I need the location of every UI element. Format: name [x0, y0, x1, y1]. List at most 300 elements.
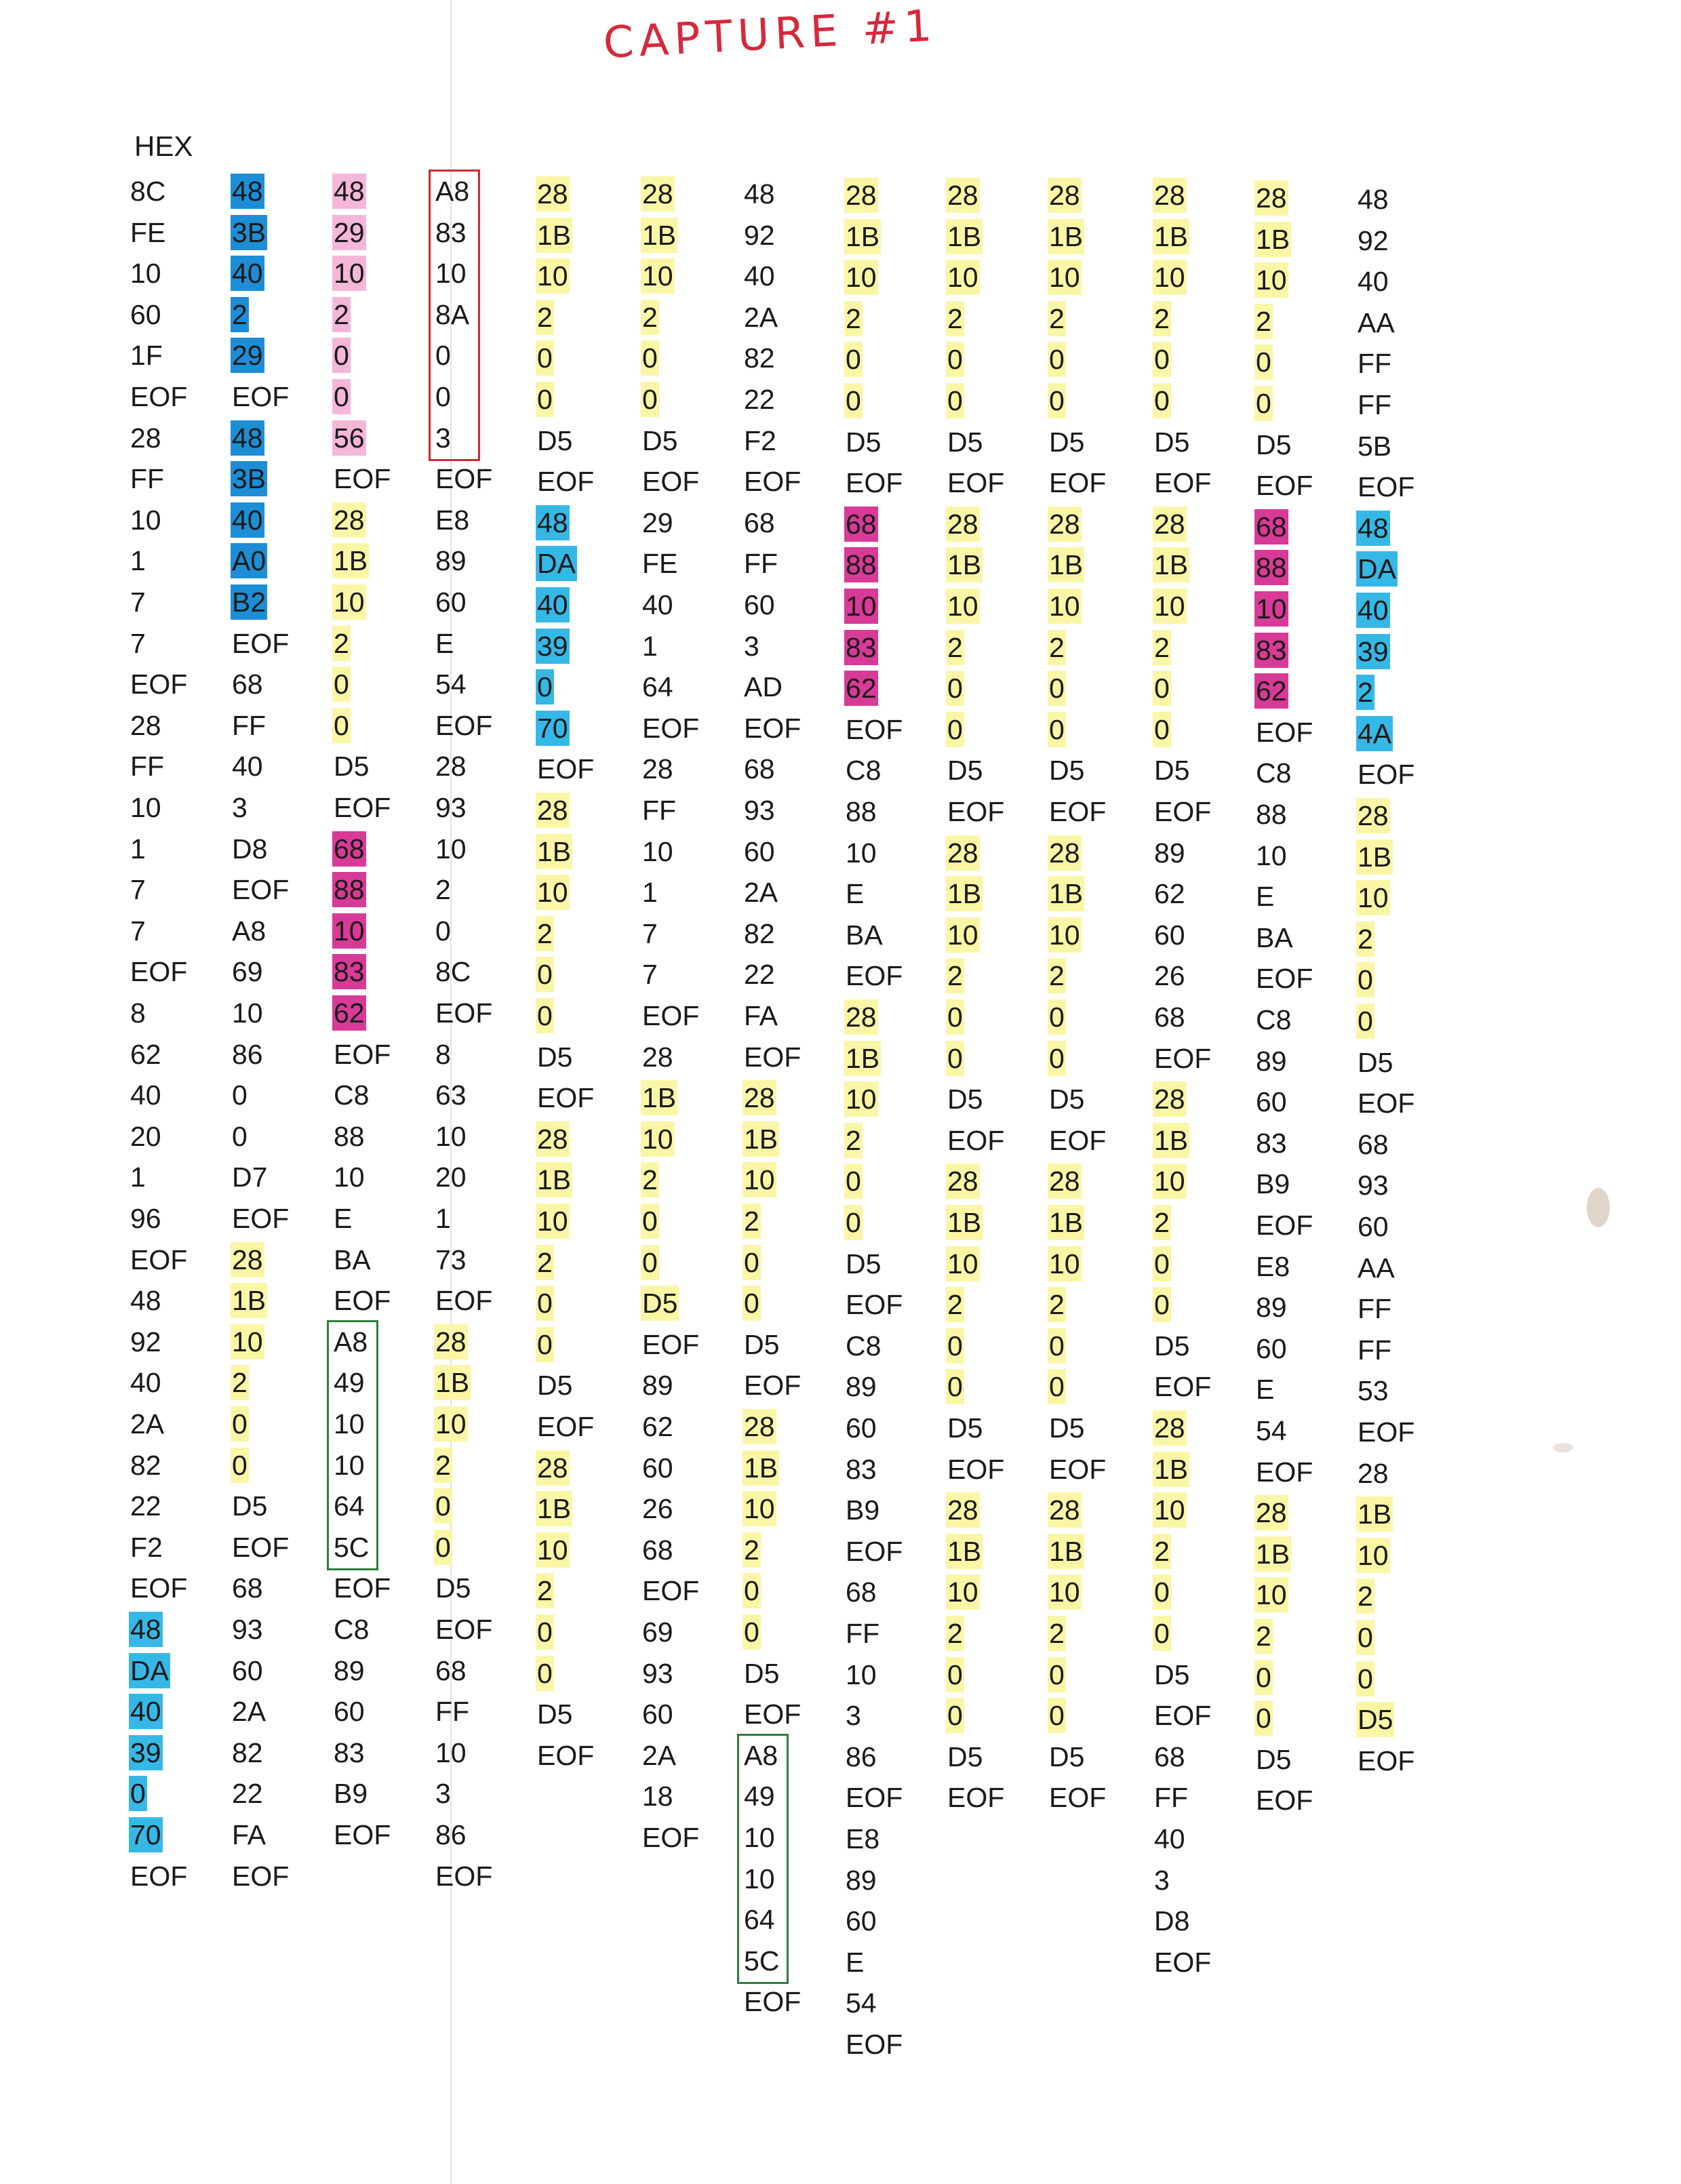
- hex-value: 10: [1254, 262, 1288, 298]
- hex-value: 0: [1048, 1328, 1066, 1364]
- hex-value: 48: [1356, 511, 1390, 546]
- hex-value: 8: [130, 997, 146, 1029]
- hex-value: 88: [1256, 799, 1287, 830]
- hex-value: EOF: [642, 1822, 700, 1853]
- hex-value: 68: [435, 1654, 467, 1686]
- hex-value: 0: [434, 1488, 452, 1524]
- hex-value: 62: [1154, 878, 1185, 910]
- hex-value: D5: [1356, 1702, 1394, 1737]
- hex-value: 1: [130, 545, 146, 577]
- hex-value: 40: [536, 587, 570, 622]
- hex-value: 69: [232, 956, 263, 988]
- hex-value: 10: [435, 258, 467, 290]
- hex-value: 2: [1153, 1534, 1171, 1569]
- hex-value: 1B: [231, 1283, 267, 1318]
- hex-value: D5: [232, 1490, 268, 1522]
- hex-value: 48: [130, 1285, 161, 1317]
- hex-value: 10: [130, 504, 161, 536]
- hex-value: 2: [231, 1365, 249, 1400]
- hex-value: 28: [1153, 1081, 1187, 1117]
- hex-value: 0: [129, 1776, 147, 1811]
- hex-value: 39: [1356, 634, 1390, 669]
- hex-value: 0: [1048, 712, 1066, 747]
- hex-value: 8C: [130, 176, 166, 207]
- hex-value: 60: [846, 1905, 877, 1937]
- hex-value: 26: [1154, 960, 1185, 992]
- hex-value: 10: [130, 258, 161, 290]
- hex-value: 10: [435, 1120, 467, 1152]
- hex-value: EOF: [947, 796, 1005, 827]
- hex-value: C8: [334, 1079, 370, 1111]
- hex-value: 1: [642, 877, 658, 909]
- hex-value: 2: [946, 630, 964, 665]
- hex-value: 83: [332, 954, 366, 989]
- hex-value: 2: [231, 297, 249, 332]
- hex-value: FF: [846, 1618, 880, 1649]
- hex-value: 0: [1254, 1701, 1273, 1736]
- hex-value: 10: [1048, 589, 1082, 624]
- hex-value: EOF: [846, 1535, 903, 1567]
- hex-value: 1B: [1048, 547, 1084, 582]
- hex-value: 93: [1358, 1170, 1389, 1202]
- hex-value: 2: [946, 1287, 964, 1322]
- hex-value: 0: [1153, 383, 1171, 418]
- hex-value: 0: [844, 1205, 863, 1240]
- hex-value: 40: [1154, 1823, 1185, 1854]
- hex-value: 2: [1254, 304, 1273, 339]
- hex-value: EOF: [1256, 963, 1313, 995]
- red-box-annotation: [429, 170, 480, 461]
- hex-value: FF: [1358, 348, 1392, 380]
- hex-value: 0: [536, 957, 554, 992]
- hex-value: 0: [231, 1406, 249, 1442]
- hex-value: 88: [846, 796, 877, 827]
- hex-value: 10: [536, 1204, 570, 1239]
- hex-value: 28: [946, 835, 980, 871]
- hex-value: FF: [1358, 1293, 1392, 1325]
- hex-value: 92: [744, 219, 775, 251]
- hex-value: EOF: [1358, 1088, 1415, 1119]
- hex-value: 1B: [1048, 1534, 1084, 1569]
- hex-value: 0: [946, 999, 964, 1035]
- hex-value: EOF: [232, 381, 290, 412]
- hex-value: C8: [1256, 757, 1292, 789]
- hex-value: 1B: [332, 543, 369, 578]
- hex-value: 40: [231, 256, 264, 291]
- hex-value: A8: [435, 176, 470, 207]
- hex-value: 83: [1254, 633, 1288, 668]
- hex-value: 1: [130, 1162, 146, 1193]
- hex-value: 7: [130, 627, 146, 659]
- hex-value: 48: [332, 174, 366, 209]
- hex-value: 2: [641, 300, 659, 335]
- hex-value: F2: [130, 1531, 163, 1563]
- hex-value: EOF: [846, 1782, 903, 1814]
- hex-value: 0: [1356, 1004, 1375, 1039]
- hex-value: 10: [846, 1659, 877, 1690]
- hex-value: 10: [946, 917, 980, 953]
- hex-value: E8: [435, 504, 470, 536]
- hex-value: 93: [232, 1614, 263, 1645]
- hex-value: 0: [641, 340, 659, 376]
- hex-value: 28: [536, 793, 570, 828]
- hex-value: 0: [435, 340, 451, 372]
- hex-value: 0: [1153, 342, 1171, 377]
- hex-value: D5: [537, 1041, 573, 1073]
- hex-value: 0: [435, 915, 451, 947]
- hex-value: 68: [744, 507, 775, 538]
- hex-value: 2: [434, 1448, 452, 1483]
- hex-value: D5: [537, 424, 573, 456]
- hex-value: E8: [1256, 1250, 1290, 1282]
- hex-value: 10: [946, 1574, 980, 1610]
- hex-value: E: [435, 627, 454, 659]
- hex-value: 1B: [1254, 222, 1291, 257]
- hex-value: EOF: [846, 2029, 903, 2060]
- hex-value: 10: [641, 258, 675, 294]
- hex-value: 62: [642, 1411, 673, 1442]
- hex-value: EOF: [1154, 467, 1212, 499]
- hex-value: 28: [536, 1121, 570, 1157]
- hex-value: 40: [642, 589, 673, 620]
- hex-value: EOF: [232, 627, 290, 659]
- hex-value: A8: [232, 915, 266, 947]
- hex-value: 60: [744, 589, 775, 620]
- ink-smudge: [1553, 1443, 1573, 1452]
- hex-value: EOF: [642, 466, 700, 498]
- hex-value: 0: [1048, 1369, 1066, 1404]
- hex-value: 89: [846, 1371, 877, 1403]
- hex-value: 29: [231, 338, 264, 373]
- hex-value: 29: [332, 215, 366, 250]
- hex-value: 0: [1048, 342, 1066, 377]
- hex-value: 60: [1154, 919, 1185, 951]
- hex-value: EOF: [1049, 1782, 1107, 1814]
- hex-value: 54: [435, 669, 467, 700]
- hex-value: 48: [231, 420, 264, 456]
- hex-value: 68: [1254, 509, 1288, 544]
- hex-value: EOF: [744, 466, 802, 498]
- hex-value: 0: [844, 383, 863, 418]
- hex-value: 92: [1358, 224, 1389, 256]
- hex-value: 48: [744, 178, 775, 210]
- hex-value: 0: [946, 342, 964, 377]
- hex-value: 2A: [642, 1739, 677, 1771]
- hex-value: 1B: [1048, 876, 1084, 911]
- hex-value: 2: [332, 297, 351, 332]
- hex-value: 28: [946, 178, 980, 213]
- hex-value: 2: [1153, 1205, 1171, 1240]
- hex-value: EOF: [1358, 471, 1415, 503]
- hex-value: 0: [641, 382, 659, 417]
- hex-value: 10: [743, 1491, 776, 1526]
- hex-value: 10: [1048, 917, 1082, 953]
- hex-value: EOF: [1358, 1745, 1415, 1776]
- hex-value: 40: [744, 260, 775, 292]
- hex-value: 89: [1256, 1045, 1287, 1077]
- hex-value: 64: [744, 1904, 775, 1936]
- hex-value: 82: [744, 917, 775, 949]
- hex-value: 0: [743, 1614, 761, 1650]
- hex-value: EOF: [744, 1699, 802, 1730]
- hex-value: EOF: [537, 466, 595, 498]
- hex-value: 10: [536, 875, 570, 910]
- hex-value: 40: [130, 1367, 161, 1399]
- hex-value: EOF: [232, 1860, 290, 1892]
- hex-value: 2: [1048, 1616, 1066, 1651]
- hex-value: EOF: [334, 463, 391, 495]
- hex-value: EOF: [334, 792, 391, 823]
- hex-value: 83: [844, 630, 878, 665]
- hex-value: 40: [1356, 593, 1390, 628]
- hex-value: 10: [844, 260, 878, 295]
- hex-value: FE: [642, 548, 678, 580]
- hex-value: 28: [642, 1041, 673, 1073]
- hex-value: 89: [435, 545, 467, 577]
- hex-value: 28: [1153, 1410, 1187, 1446]
- hex-value: 22: [130, 1490, 161, 1522]
- hex-value: EOF: [744, 1041, 802, 1073]
- hex-value: 10: [334, 1449, 365, 1481]
- hex-value: 4A: [1356, 716, 1393, 751]
- hex-value: AA: [1358, 306, 1395, 338]
- hex-value: 7: [642, 959, 658, 991]
- hex-value: EOF: [435, 1285, 493, 1317]
- hex-value: 0: [641, 1204, 659, 1239]
- hex-value: 10: [1254, 1577, 1288, 1612]
- hex-value: 3: [846, 1700, 861, 1732]
- hex-value: 28: [1048, 178, 1082, 213]
- hex-value: FF: [130, 751, 165, 782]
- hex-value: 0: [1153, 1287, 1171, 1322]
- hex-value: 88: [844, 547, 878, 582]
- hex-value: EOF: [130, 669, 188, 700]
- hex-value: EOF: [1358, 759, 1415, 791]
- hex-value: 2: [743, 1204, 761, 1239]
- hex-value: 5B: [1358, 430, 1392, 462]
- hex-value: 29: [642, 507, 673, 538]
- hex-value: E: [334, 1203, 353, 1234]
- hex-value: 0: [743, 1245, 761, 1280]
- hex-value: 10: [1048, 1574, 1082, 1610]
- hex-value: 10: [641, 1121, 675, 1157]
- hex-value: 60: [232, 1654, 263, 1686]
- hex-value: 2: [946, 958, 964, 993]
- hex-value: 86: [435, 1819, 467, 1850]
- hex-value: 8C: [435, 956, 471, 988]
- hex-value: 28: [130, 709, 161, 741]
- hex-value: 2: [1356, 675, 1375, 710]
- hex-value: 88: [1254, 550, 1288, 585]
- hex-value: 26: [642, 1493, 673, 1525]
- hex-value: 20: [435, 1162, 467, 1193]
- hex-value: 60: [1358, 1211, 1389, 1242]
- hex-value: 64: [642, 671, 673, 703]
- hex-value: 10: [332, 584, 366, 620]
- hex-value: 2: [536, 300, 554, 335]
- hex-value: 10: [332, 256, 366, 291]
- hex-value: EOF: [1358, 1416, 1415, 1448]
- hex-value: 2: [536, 1245, 554, 1280]
- hex-value: 1B: [641, 1080, 677, 1115]
- hex-value: 40: [129, 1694, 163, 1729]
- hex-value: 0: [1153, 1616, 1171, 1651]
- hex-value: 1B: [536, 1162, 572, 1197]
- hex-value: 60: [130, 298, 161, 330]
- hex-value: 10: [744, 1822, 775, 1853]
- hex-value: 60: [334, 1696, 365, 1728]
- hex-value: 28: [946, 1164, 980, 1199]
- hex-value: 10: [434, 1406, 468, 1442]
- hex-value: D5: [1358, 1046, 1393, 1078]
- hex-value: 10: [846, 837, 877, 869]
- hex-value: EOF: [1049, 1453, 1107, 1485]
- hex-value: 2: [1356, 921, 1375, 957]
- hex-value: DA: [129, 1653, 170, 1688]
- hex-value: 28: [1048, 835, 1082, 871]
- hex-value: EOF: [334, 1819, 391, 1850]
- hex-value: 1: [130, 833, 146, 865]
- hex-value: 62: [1254, 673, 1288, 709]
- hex-value: 10: [946, 1246, 980, 1282]
- hex-value: EOF: [435, 463, 493, 495]
- hex-value: 48: [231, 174, 264, 209]
- hex-value: 1B: [434, 1365, 471, 1400]
- hex-value: 68: [1154, 1001, 1185, 1033]
- hex-value: EOF: [130, 1244, 188, 1275]
- hex-value: 96: [130, 1203, 161, 1234]
- hex-value: 0: [1356, 1661, 1375, 1696]
- hex-value: 28: [1153, 507, 1187, 542]
- hex-value: 28: [844, 178, 878, 213]
- hex-value: 28: [1254, 180, 1288, 216]
- hex-value: D8: [1154, 1905, 1190, 1937]
- hex-value: EOF: [642, 1000, 700, 1031]
- hex-value: 10: [435, 833, 467, 865]
- hex-value: 82: [232, 1736, 263, 1768]
- hex-value: EOF: [537, 1082, 595, 1114]
- hex-value: B9: [846, 1494, 880, 1526]
- hex-value: EOF: [1256, 716, 1313, 748]
- hex-value: FF: [1358, 389, 1392, 420]
- hex-value: B2: [231, 584, 267, 620]
- hex-value: 7: [642, 917, 658, 949]
- hex-value: D5: [1049, 426, 1085, 458]
- hex-value: 0: [536, 1327, 554, 1362]
- hex-value: 7: [130, 587, 146, 618]
- hex-value: 28: [536, 176, 570, 212]
- hex-value: 0: [743, 1573, 761, 1608]
- hex-value: F2: [744, 424, 776, 456]
- hex-value: B9: [334, 1778, 368, 1810]
- hex-value: 68: [1358, 1128, 1389, 1160]
- hex-value: 39: [129, 1735, 163, 1770]
- hex-value: 22: [232, 1778, 263, 1810]
- hex-value: 2: [844, 301, 863, 336]
- hex-value: 68: [846, 1576, 877, 1608]
- hex-value: FE: [130, 216, 166, 248]
- hex-value: 48: [1358, 184, 1389, 215]
- hex-value: D5: [947, 1412, 983, 1444]
- hex-value: 10: [1256, 839, 1287, 871]
- hex-value: 0: [844, 1164, 863, 1199]
- hex-value: 28: [1254, 1495, 1288, 1530]
- hex-value: 1B: [946, 1205, 983, 1240]
- hex-value: 39: [536, 629, 570, 664]
- hex-value: 5C: [744, 1945, 780, 1977]
- hex-value: EOF: [435, 997, 493, 1029]
- hex-value: 10: [334, 1162, 365, 1193]
- hex-value: 2A: [744, 877, 778, 909]
- hex-value: 8A: [435, 298, 470, 330]
- hex-value: D5: [947, 755, 983, 787]
- hex-value: E: [846, 1946, 865, 1978]
- hex-value: 10: [1356, 1538, 1390, 1573]
- hex-value: 28: [743, 1080, 776, 1115]
- hex-value: 3: [1154, 1864, 1170, 1896]
- hex-value: 0: [1356, 1620, 1375, 1655]
- hex-value: 10: [1153, 1164, 1187, 1199]
- hex-value: 20: [130, 1120, 161, 1152]
- hex-value: 28: [231, 1242, 264, 1277]
- hex-value: 1B: [946, 1534, 983, 1569]
- hex-value: D5: [947, 426, 983, 458]
- hex-value: 0: [536, 1286, 554, 1321]
- hex-value: C8: [1256, 1004, 1292, 1035]
- hex-value: EOF: [334, 1038, 391, 1070]
- hex-value: EOF: [334, 1572, 391, 1604]
- hex-value: EOF: [537, 753, 595, 785]
- hex-value: 89: [334, 1654, 365, 1686]
- hex-value: 40: [232, 751, 263, 782]
- hex-value: D5: [1049, 755, 1085, 787]
- hex-value: EOF: [947, 1782, 1005, 1814]
- hex-value: 0: [232, 1079, 248, 1111]
- hex-value: 28: [1358, 1457, 1389, 1489]
- hex-value: 2A: [744, 301, 778, 333]
- hex-value: 1B: [1153, 1123, 1189, 1158]
- hex-value: 68: [232, 669, 263, 700]
- hex-value: 3B: [231, 461, 267, 496]
- hex-value: 28: [1153, 178, 1187, 213]
- hex-value: D5: [537, 1370, 573, 1402]
- hex-value: BA: [334, 1244, 371, 1275]
- hex-value: 88: [334, 1120, 365, 1152]
- hex-value: 2: [1153, 301, 1171, 336]
- hex-value: 10: [435, 1736, 467, 1768]
- hex-value: EOF: [1049, 1124, 1107, 1156]
- hex-value: EOF: [947, 1453, 1005, 1485]
- hex-value: 2: [946, 1616, 964, 1651]
- hex-value: 22: [744, 959, 775, 991]
- hex-value: 0: [946, 1657, 964, 1692]
- hex-value: 48: [129, 1612, 163, 1647]
- hex-value: FF: [642, 795, 677, 826]
- hex-value: 28: [946, 507, 980, 542]
- hex-value: 10: [232, 997, 263, 1029]
- hex-value: 2: [946, 301, 964, 336]
- hex-value: 60: [846, 1412, 877, 1444]
- hex-value: EOF: [1049, 467, 1107, 499]
- hex-value: D5: [1049, 1084, 1085, 1115]
- hex-value: 82: [744, 342, 775, 374]
- hex-value: 1B: [844, 1041, 881, 1076]
- title-handwriting: CAPTURE #1: [601, 1, 938, 69]
- hex-value: EOF: [232, 1203, 290, 1234]
- hex-value: D5: [846, 1248, 882, 1279]
- hex-value: 3: [744, 630, 759, 662]
- hex-value: 3B: [231, 215, 267, 250]
